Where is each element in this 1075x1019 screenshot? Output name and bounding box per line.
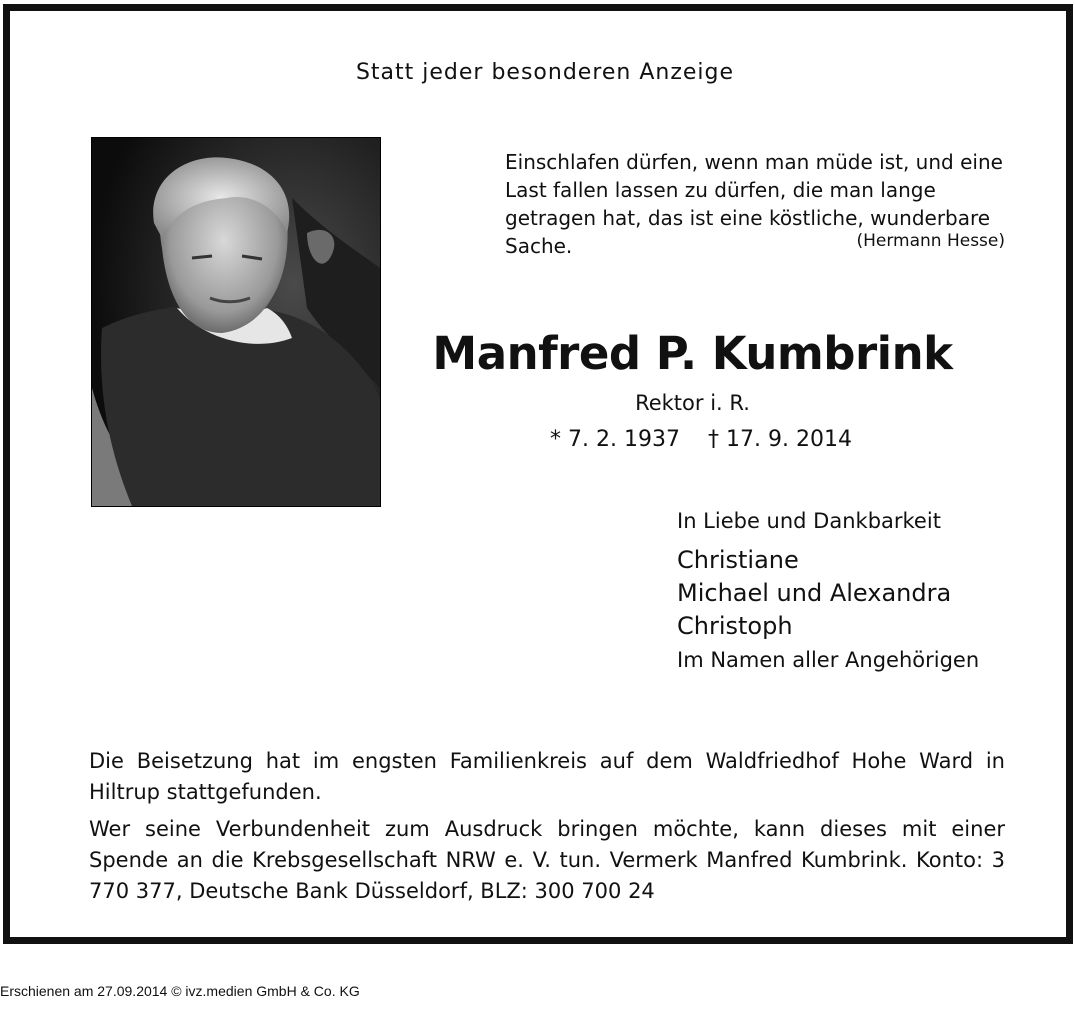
death-date: † 17. 9. 2014 (708, 427, 852, 452)
portrait-image (92, 138, 380, 506)
mourner-name: Michael und Alexandra (677, 579, 952, 607)
mourners-intro: In Liebe und Dankbarkeit (677, 509, 941, 533)
burial-notice: Die Beisetzung hat im engsten Familienkreis auf dem Waldfriedhof Hohe Ward in Hiltrup stattgefunden. (89, 749, 1005, 804)
deceased-title: Rektor i. R. (635, 391, 750, 415)
quote-text: Einschlafen dürfen, wenn man müde ist, und eine Last fallen lassen zu dürfen, die man lange getragen hat, das ist eine köstliche, wunderbare Sache. (505, 150, 1003, 258)
mourner-name: Christoph (677, 612, 793, 640)
header-line: Statt jeder besonderen Anzeige (355, 60, 735, 85)
mourners-names (677, 544, 951, 643)
deceased-name: Manfred P. Kumbrink (432, 327, 953, 380)
mourner-name: Christiane (677, 546, 799, 574)
quote-author: (Hermann Hesse) (856, 231, 1005, 251)
portrait-photo (91, 137, 381, 507)
obituary-frame (3, 4, 1073, 944)
mourners-family: Im Namen aller Angehörigen (677, 648, 980, 672)
donation-notice: Wer seine Verbundenheit zum Ausdruck bringen möchte, kann dieses mit einer Spende an die Krebsgesellschaft NRW e. V. tun. Vermerk Manfred Kumbrink. Konto: 3 770 377, Deutsche Bank Düsseldorf, BLZ: 300 700 24 (89, 817, 1005, 903)
birth-date: * 7. 2. 1937 (550, 427, 680, 452)
publication-footer: Erschienen am 27.09.2014 © ivz.medien GmbH & Co. KG (0, 983, 360, 999)
